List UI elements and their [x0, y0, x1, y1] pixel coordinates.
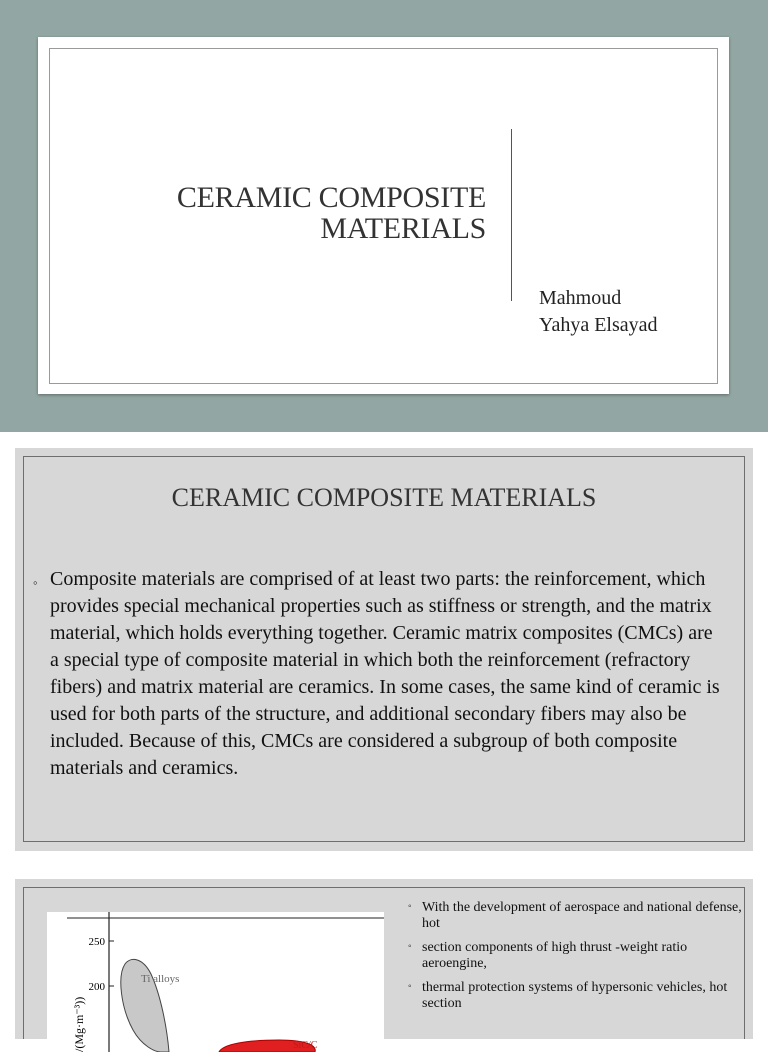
list-item [408, 900, 748, 932]
bullet-text: Composite materials are comprised of at least two parts: the reinforcement, which provides special mechanical properties such as stiffness or strength, and the matrix material, which holds everything together. Ceramic matrix composites (CMCs) are a special type of composite material in which both the reinforcement (refractory fibers) and matrix material are ceramics. In some cases, the same kind of ceramic is used for both parts of the structure, and additional secondary fibers may also be included. Because of this, CMCs are considered a subgroup of both composite materials and ceramics. [50, 568, 720, 779]
bullet-marker: ◦ [408, 981, 412, 992]
slide-3 [15, 879, 753, 1052]
bullet-marker: ◦ [408, 901, 412, 912]
chart-y-label: /(Mg·m⁻³)) [72, 996, 86, 1052]
slide-3-bullets [408, 900, 748, 1020]
bullet-marker: ◦ [408, 941, 412, 952]
list-item [408, 940, 748, 972]
slide-1 [0, 0, 768, 432]
title-line-1: CERAMIC COMPOSITE [176, 181, 486, 214]
list-item [408, 980, 748, 1012]
tick-label-200: 200 [88, 981, 105, 993]
author-line-1: Mahmoud [539, 287, 622, 309]
author-line-2: Yahya Elsayad [539, 314, 658, 336]
bullet-text: section components of high thrust -weight ratio aeroengine, [422, 940, 688, 971]
slide-2 [15, 448, 753, 851]
author-name [539, 285, 709, 339]
ashby-chart-figure [47, 912, 384, 1052]
title-slide-card [38, 37, 729, 394]
title-divider [511, 129, 512, 301]
title-line-2: MATERIALS [320, 212, 486, 245]
bullet-marker: ◦ [33, 575, 38, 590]
sic-label: SiC/C [293, 1040, 318, 1051]
slide-1-title [86, 182, 486, 244]
tick-label-250: 250 [88, 936, 105, 948]
ti-alloys-label: Ti alloys [141, 973, 180, 985]
slide-2-title: CERAMIC COMPOSITE MATERIALS [171, 483, 597, 512]
ashby-chart [47, 912, 384, 1052]
bullet-text: thermal protection systems of hypersonic vehicles, hot section [422, 980, 728, 1011]
bullet-text: With the development of aerospace and national defense, hot [422, 900, 742, 931]
